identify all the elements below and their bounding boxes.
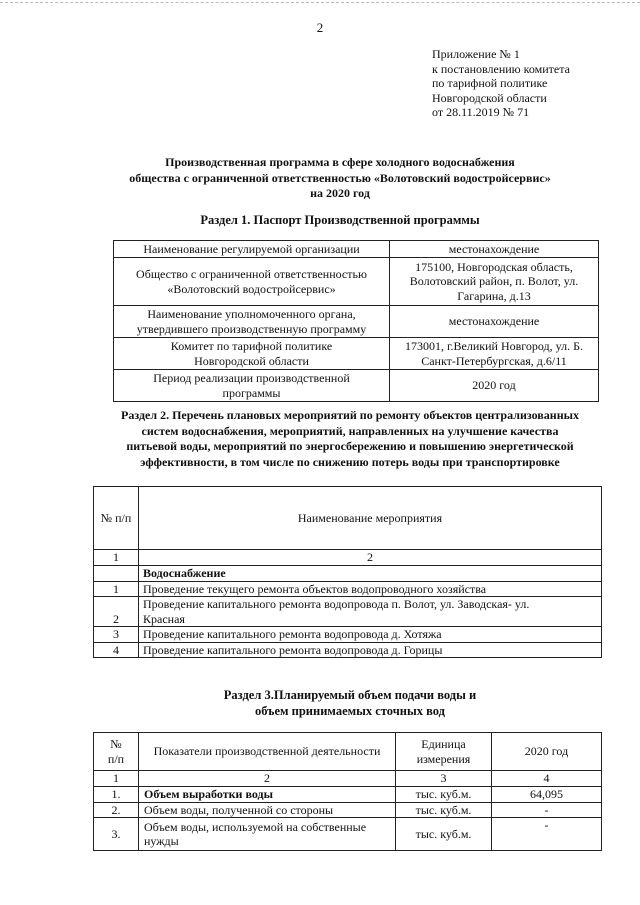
row-number: 4 <box>94 642 139 658</box>
column-header-num: № п/п <box>94 733 139 771</box>
unit-cell: тыс. куб.м. <box>396 786 492 802</box>
section1-heading: Раздел 1. Паспорт Производственной программы <box>200 213 480 227</box>
column-header-name: Наименование мероприятия <box>139 487 602 550</box>
table-cell: 3 <box>396 771 492 787</box>
table-row <box>94 597 602 627</box>
scan-edge-line <box>0 2 640 3</box>
heading-line: систем водоснабжения, мероприятий, направленных на улучшение качества <box>141 423 559 438</box>
group-label: Водоснабжение <box>139 566 602 582</box>
table-row <box>94 818 602 851</box>
table-cell: 1 <box>94 771 139 787</box>
table-row <box>114 306 599 338</box>
appendix-line: Новгородской области <box>432 90 547 105</box>
heading-line: объем принимаемых сточных вод <box>254 704 445 718</box>
row-number: 3. <box>94 818 139 851</box>
table-cell: 2 <box>139 550 602 566</box>
section2-heading <box>90 408 610 470</box>
column-header-unit: Единица измерения <box>396 733 492 771</box>
value-cell: - <box>492 818 602 851</box>
table-index-row <box>94 771 602 787</box>
table-cell: 4 <box>492 771 602 787</box>
appendix-block <box>432 47 632 120</box>
table-cell: местонахождение <box>390 241 599 258</box>
measure-name: Проведение капитального ремонта водопровода д. Горицы <box>139 642 602 658</box>
appendix-line: Приложение № 1 <box>432 47 520 61</box>
measure-name: Проведение капитального ремонта водопровода п. Волот, ул. Заводская- ул. Красная <box>139 597 602 627</box>
table-cell: 1 <box>94 550 139 566</box>
indicator-name: Объем воды, используемой на собственные нужды <box>139 818 396 851</box>
table-cell: местонахождение <box>390 306 599 338</box>
value-cell: - <box>492 802 602 818</box>
table-cell: Наименование регулируемой организации <box>114 241 390 258</box>
table-row <box>94 642 602 658</box>
row-number: 1 <box>94 581 139 597</box>
table-index-row <box>94 550 602 566</box>
page-number: 2 <box>316 20 324 35</box>
table-header-row <box>94 733 602 771</box>
heading-line: Раздел 3.Планируемый объем подачи воды и <box>223 688 477 702</box>
row-number: 1. <box>94 786 139 802</box>
row-number: 3 <box>94 627 139 643</box>
table-cell: 175100, Новгородская область, Волотовский район, п. Волот, ул. Гагарина, д.13 <box>390 258 599 306</box>
table-row <box>94 566 602 582</box>
unit-cell: тыс. куб.м. <box>396 802 492 818</box>
table-row <box>94 802 602 818</box>
column-header-num: № п/п <box>94 487 139 550</box>
table-cell: 2020 год <box>390 370 599 402</box>
section3-heading <box>130 687 570 719</box>
value-cell: 64,095 <box>492 786 602 802</box>
document-title <box>80 155 600 202</box>
table-cell: 2 <box>139 771 396 787</box>
table-row <box>114 241 599 258</box>
appendix-line: к постановлению комитета <box>432 61 570 76</box>
title-line: на 2020 год <box>310 186 370 200</box>
appendix-line: по тарифной политике <box>432 76 548 91</box>
row-number: 2 <box>94 597 139 627</box>
table-cell: Наименование уполномоченного органа, утвердившего производственную программу <box>114 306 390 338</box>
heading-line: эффективности, в том числе по снижению потерь воды при транспортировке <box>140 454 560 469</box>
volume-table <box>93 732 602 851</box>
passport-table <box>113 240 599 402</box>
table-cell <box>94 566 139 582</box>
indicator-name: Объем воды, полученной со стороны <box>139 802 396 818</box>
table-row <box>94 627 602 643</box>
column-header-year: 2020 год <box>492 733 602 771</box>
indicator-name: Объем выработки воды <box>139 786 396 802</box>
table-row <box>94 786 602 802</box>
appendix-line: от 28.11.2019 № 71 <box>432 105 530 120</box>
measures-table <box>93 486 602 658</box>
title-line: Производственная программа в сфере холодного водоснабжения <box>165 155 515 169</box>
measure-name: Проведение капитального ремонта водопровода д. Хотяжа <box>139 627 602 643</box>
column-header-indicator: Показатели производственной деятельности <box>139 733 396 771</box>
unit-cell: тыс. куб.м. <box>396 818 492 851</box>
table-cell: Общество с ограниченной ответственностью «Волотовский водостройсервис» <box>114 258 390 306</box>
measure-name: Проведение текущего ремонта объектов водопроводного хозяйства <box>139 581 602 597</box>
title-line: общества с ограниченной ответственностью «Волотовский водостройсервис» <box>129 170 551 185</box>
heading-line: питьевой воды, мероприятий по энергосбережению и повышению энергетической <box>126 439 574 453</box>
heading-line: Раздел 2. Перечень плановых мероприятий по ремонту объектов централизованных <box>121 408 579 422</box>
table-row <box>114 370 599 402</box>
table-cell: 173001, г.Великий Новгород, ул. Б. Санкт-Петербургская, д.6/11 <box>390 338 599 370</box>
table-row <box>114 258 599 306</box>
table-cell: Период реализации производственной программы <box>114 370 390 402</box>
table-row <box>94 581 602 597</box>
row-number: 2. <box>94 802 139 818</box>
table-header-row <box>94 487 602 550</box>
table-row <box>114 338 599 370</box>
table-cell: Комитет по тарифной политике Новгородской области <box>114 338 390 370</box>
